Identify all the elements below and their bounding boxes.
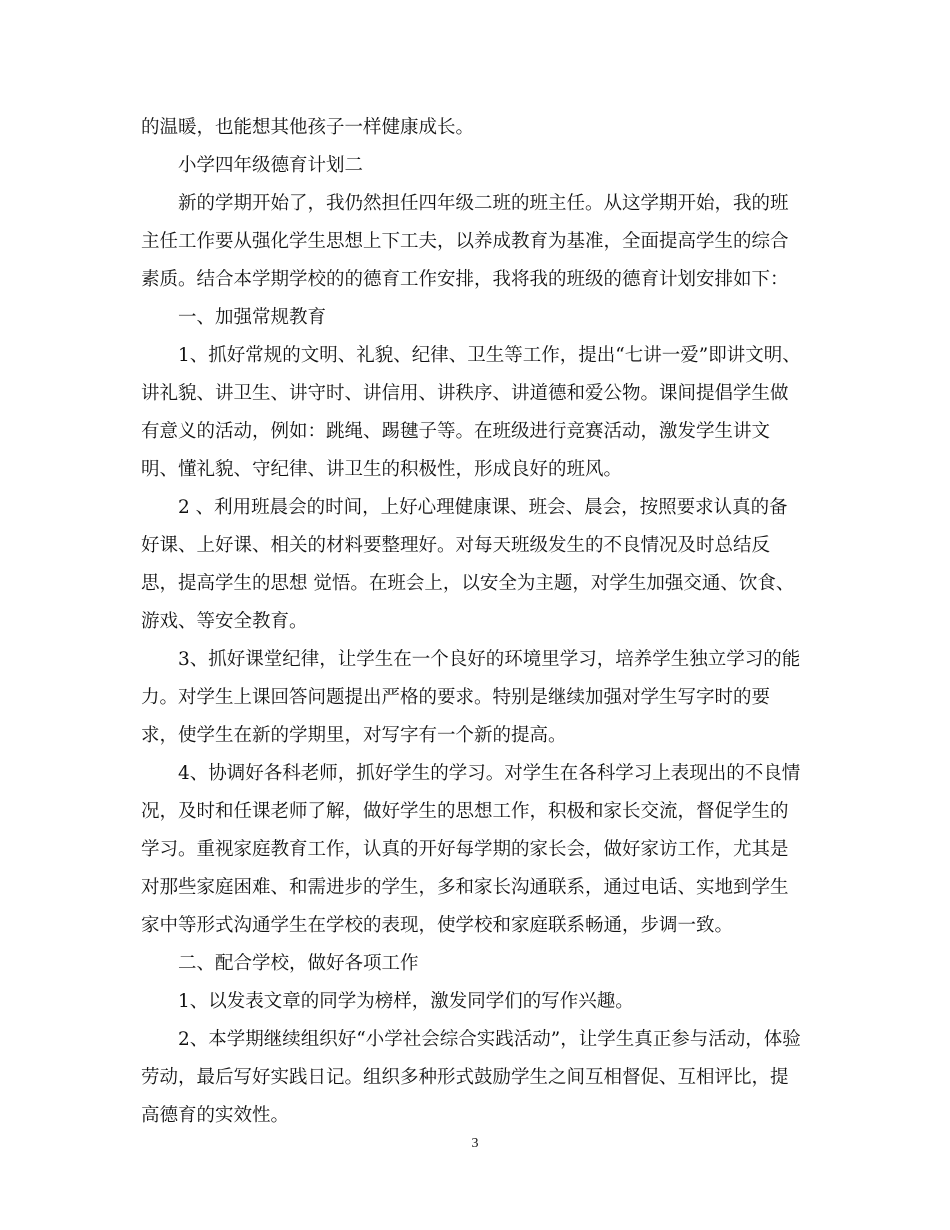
text-line: 讲礼貌、讲卫生、讲守时、讲信用、讲秩序、讲道德和爱公物。课间提倡学生做: [141, 383, 789, 404]
text-line: 1、抓好常规的文明、礼貌、纪律、卫生等工作，提出“七讲一爱”即讲文明、: [178, 345, 801, 366]
section-heading: 小学四年级德育计划二: [178, 155, 364, 176]
text-line: 力。对学生上课回答问题提出严格的要求。特别是继续加强对学生写字时的要: [141, 687, 771, 708]
text-line: 有意义的活动，例如：跳绳、踢毽子等。在班级进行竞赛活动，激发学生讲文: [141, 421, 771, 442]
text-line: 4、协调好各科老师，抓好学生的学习。对学生在各科学习上表现出的不良情: [178, 763, 801, 784]
text-line: 1、以发表文章的同学为榜样，激发同学们的写作兴趣。: [178, 991, 634, 1012]
text-line: 明、懂礼貌、守纪律、讲卫生的积极性，形成良好的班风。: [141, 459, 623, 480]
text-line: 家中等形式沟通学生在学校的表现，使学校和家庭联系畅通，步调一致。: [141, 915, 734, 936]
text-line: 好课、上好课、相关的材料要整理好。对每天班级发生的不良情况及时总结反: [141, 535, 771, 556]
text-line: 的温暖，也能想其他孩子一样健康成长。: [141, 117, 475, 138]
text-line: 游戏、等安全教育。: [141, 611, 308, 632]
text-line: 2 、利用班晨会的时间，上好心理健康课、班会、晨会，按照要求认真的备: [178, 497, 788, 518]
text-line: 3、抓好课堂纪律，让学生在一个良好的环境里学习，培养学生独立学习的能: [178, 649, 801, 670]
text-line: 2、本学期继续组织好“小学社会综合实践活动”，让学生真正参与活动，体验: [178, 1029, 801, 1050]
text-line: 主任工作要从强化学生思想上下工夫，以养成教育为基准，全面提高学生的综合: [141, 231, 789, 252]
text-line: 对那些家庭困难、和需进步的学生，多和家长沟通联系，通过电话、实地到学生: [141, 877, 789, 898]
text-line: 高德育的实效性。: [141, 1105, 290, 1126]
text-line: 求，使学生在新的学期里，对写字有一个新的提高。: [141, 725, 567, 746]
text-line: 素质。结合本学期学校的的德育工作安排，我将我的班级的德育计划安排如下：: [141, 269, 789, 290]
text-line: 况，及时和任课老师了解，做好学生的思想工作，积极和家长交流，督促学生的: [141, 801, 789, 822]
text-line: 思，提高学生的思想 觉悟。在班会上，以安全为主题，对学生加强交通、饮食、: [141, 573, 795, 594]
text-line: 新的学期开始了，我仍然担任四年级二班的班主任。从这学期开始，我的班: [178, 193, 789, 214]
page-number: 3: [471, 1136, 479, 1151]
text-line: 学习。重视家庭教育工作，认真的开好每学期的家长会，做好家访工作，尤其是: [141, 839, 789, 860]
text-line: 劳动，最后写好实践日记。组织多种形式鼓励学生之间互相督促、互相评比，提: [141, 1067, 789, 1088]
section-heading: 二、配合学校，做好各项工作: [178, 953, 419, 974]
section-heading: 一、加强常规教育: [178, 307, 327, 328]
